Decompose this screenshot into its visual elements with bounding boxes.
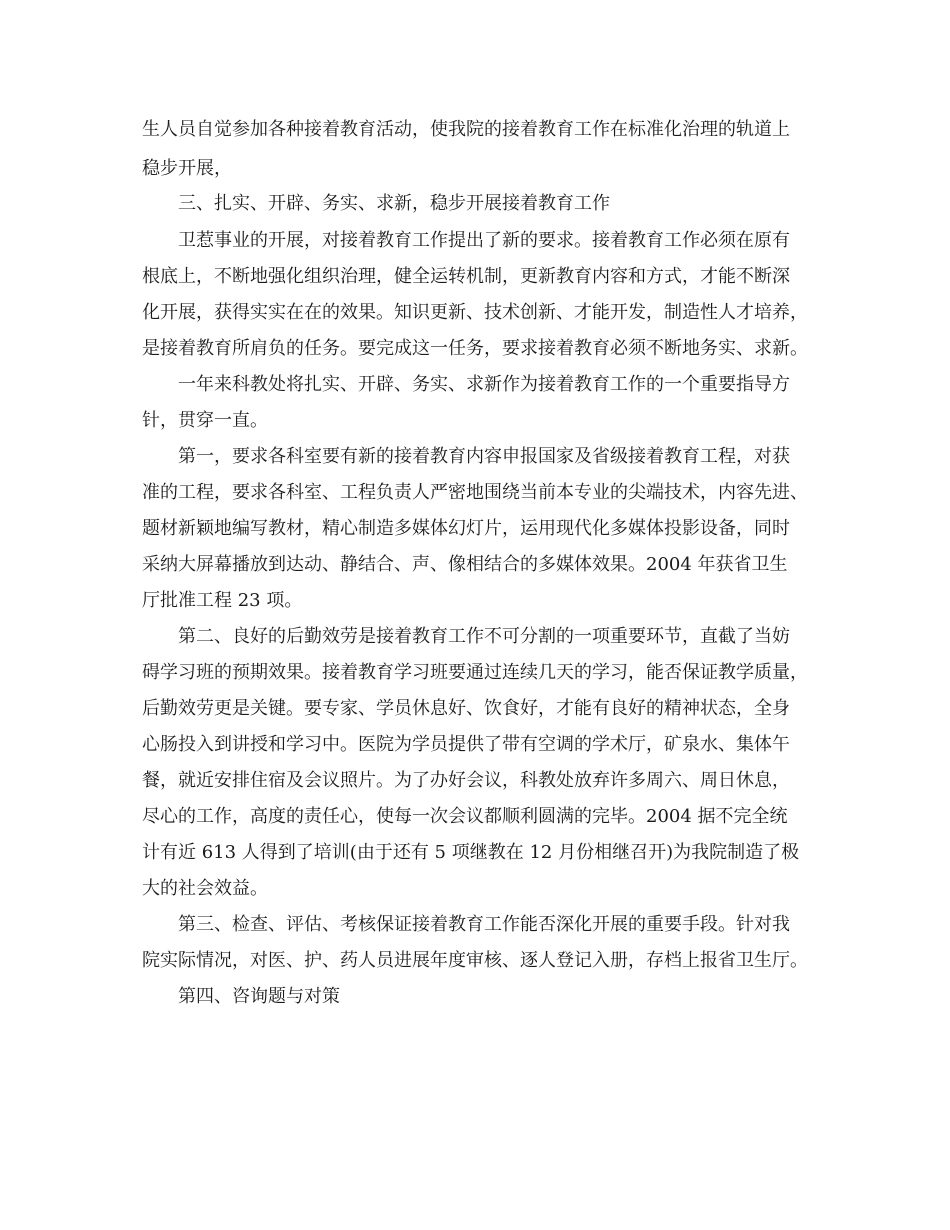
text-line: 计有近 613 人得到了培训(由于还有 5 项继教在 12 月份相继召开)为我院制造了极 [142,842,800,863]
text-line: 第三、检查、评估、考核保证接着教育工作能否深化开展的重要手段。针对我 [178,914,790,935]
text-line: 厅批准工程 23 项。 [142,590,303,611]
text-line: 院实际情况，对医、护、药人员进展年度审核、逐人登记入册，存档上报省卫生厅。 [142,950,808,971]
text-line: 是接着教育所肩负的任务。要完成这一任务，要求接着教育必须不断地务实、求新。 [142,338,808,359]
text-line: 第二、良好的后勤效劳是接着教育工作不可分割的一项重要环节，直截了当妨 [178,626,790,647]
text-line: 心肠投入到讲授和学习中。医院为学员提供了带有空调的学术厅，矿泉水、集体午 [142,734,790,755]
text-line: 化开展，获得实实在在的效果。知识更新、技术创新、才能开发，制造性人才培养， [142,302,808,323]
text-line: 后勤效劳更是关键。要专家、学员休息好、饮食好，才能有良好的精神状态，全身 [142,698,790,719]
text-line: 采纳大屏幕播放到达动、静结合、声、像相结合的多媒体效果。2004 年获省卫生 [142,554,788,575]
text-line: 准的工程，要求各科室、工程负责人严密地围绕当前本专业的尖端技术，内容先进、 [142,482,808,503]
text-line: 针，贯穿一直。 [142,410,268,431]
text-line: 餐，就近安排住宿及会议照片。为了办好会议，科教处放弃许多周六、周日休息， [142,770,790,791]
section-heading: 第四、咨询题与对策 [178,986,340,1007]
section-heading: 三、扎实、开辟、务实、求新，稳步开展接着教育工作 [178,193,610,214]
text-line: 卫惹事业的开展，对接着教育工作提出了新的要求。接着教育工作必须在原有 [178,230,790,251]
text-line: 根底上，不断地强化组织治理，健全运转机制，更新教育内容和方式，才能不断深 [142,266,790,287]
text-line: 题材新颖地编写教材，精心制造多媒体幻灯片，运用现代化多媒体投影设备，同时 [142,518,790,539]
text-line: 尽心的工作，高度的责任心，使每一次会议都顺利圆满的完毕。2004 据不完全统 [142,806,788,827]
text-line: 第一，要求各科室要有新的接着教育内容申报国家及省级接着教育工程，对获 [178,446,790,467]
text-line: 大的社会效益。 [142,878,268,899]
text-line: 碍学习班的预期效果。接着教育学习班要通过连续几天的学习，能否保证教学质量， [142,662,808,683]
text-line: 生人员自觉参加各种接着教育活动，使我院的接着教育工作在标准化治理的轨道上 [142,119,790,140]
text-line: 稳步开展， [142,158,232,179]
text-line: 一年来科教处将扎实、开辟、务实、求新作为接着教育工作的一个重要指导方 [178,374,790,395]
